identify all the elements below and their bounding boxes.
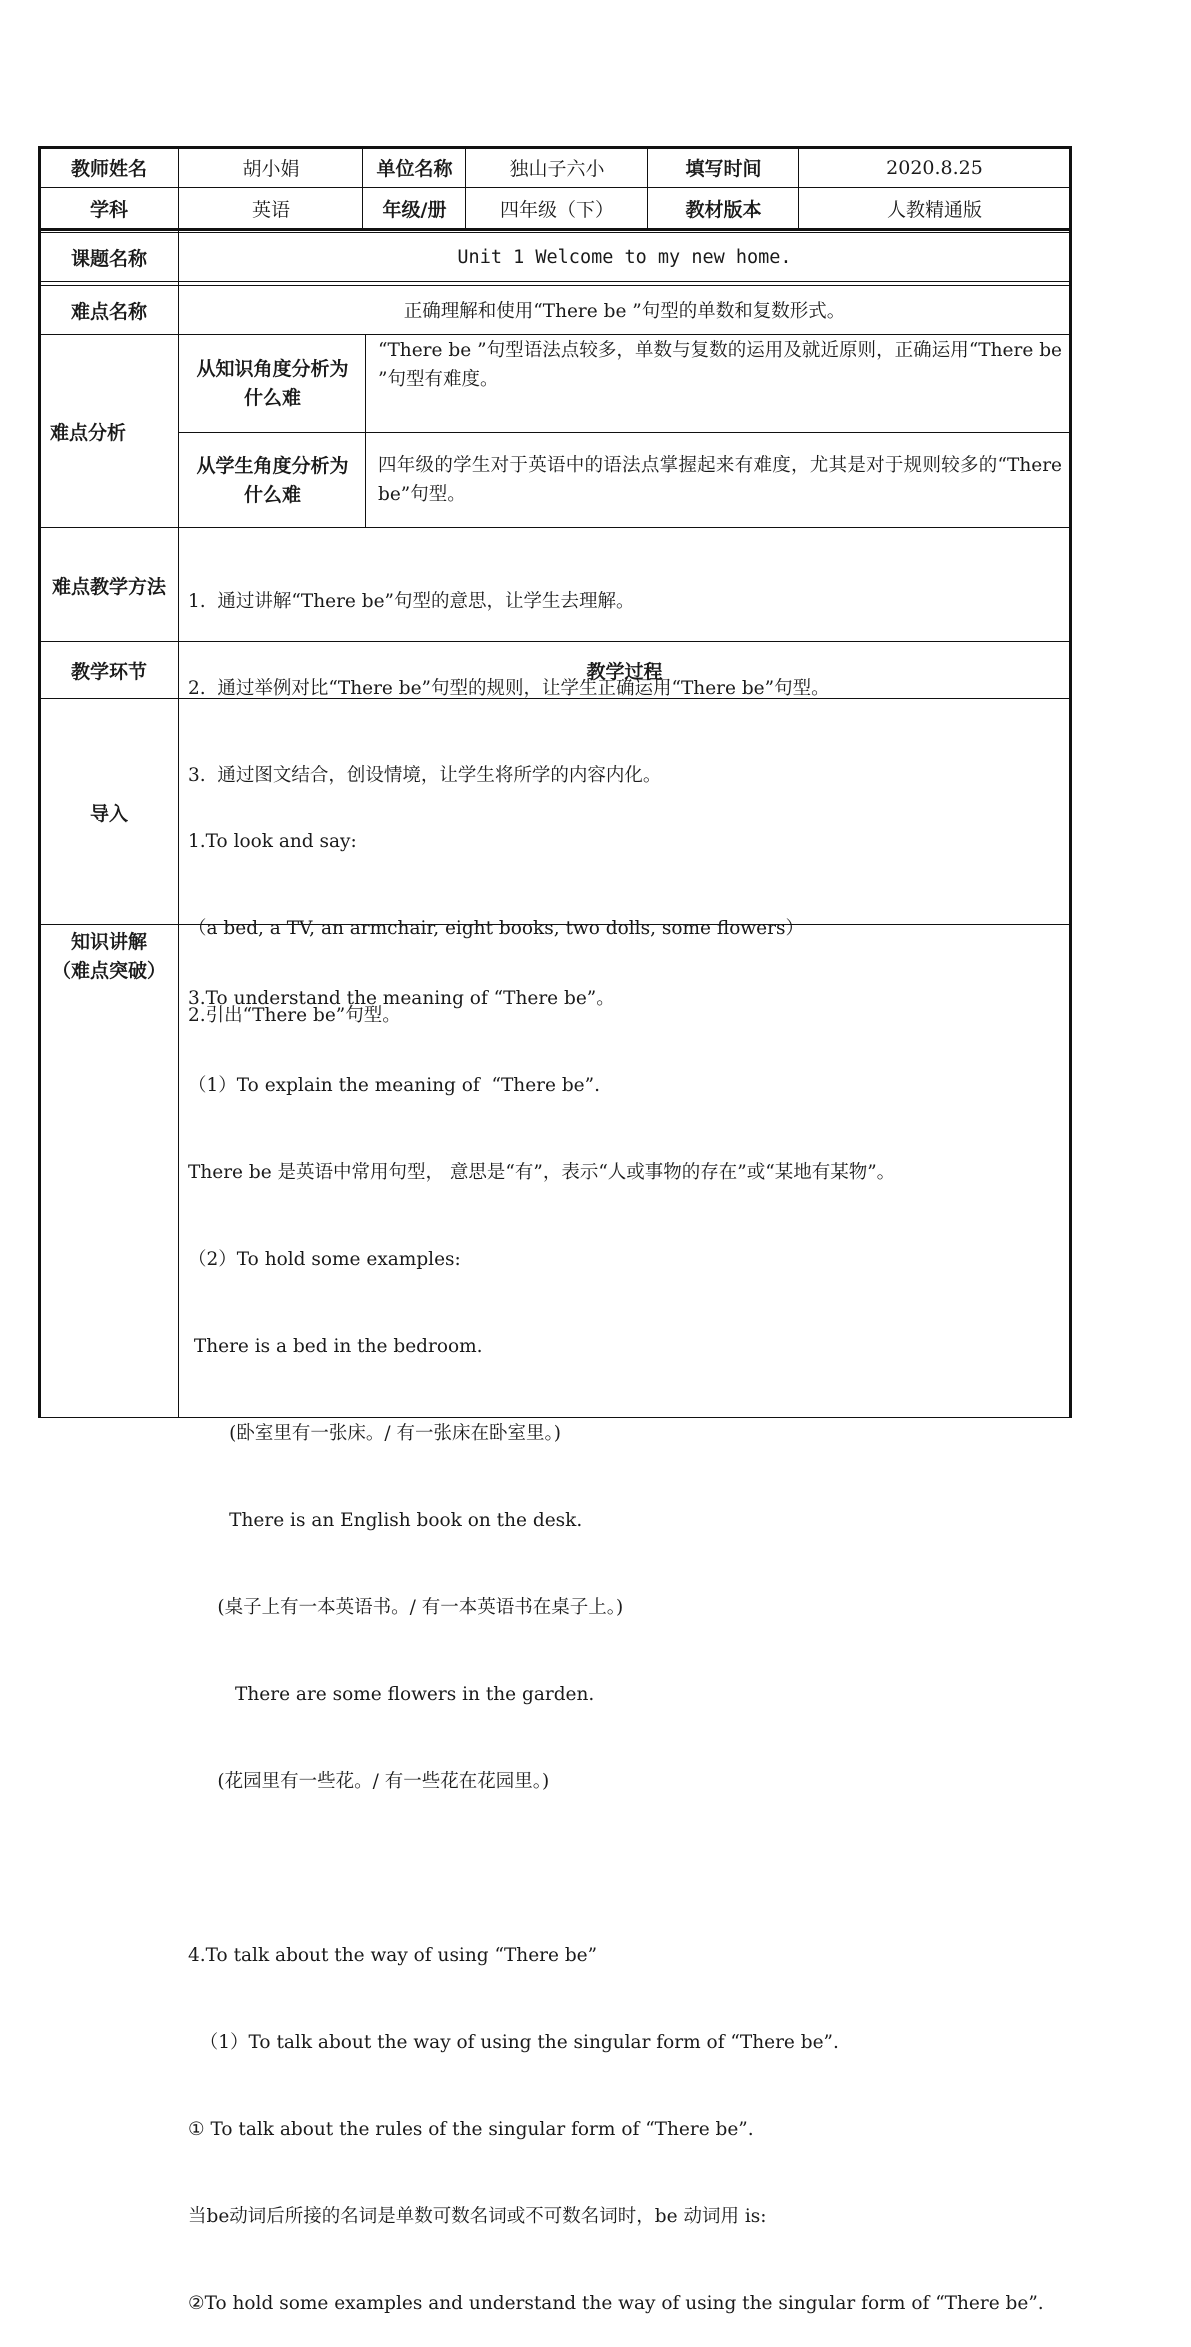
- label-column-divider: [178, 146, 179, 1418]
- topic-label: 课题名称: [70, 247, 147, 270]
- stage-header-label: 教学环节: [70, 661, 147, 683]
- knowledge-line: There be 是英语中常用句型， 意思是“有”，表示“人或事物的存在”或“某地有某物”。: [188, 1162, 896, 1183]
- edition-label: 教材版本: [685, 199, 762, 221]
- row-divider: [40, 527, 1071, 528]
- knowledge-line: (桌子上有一本英语书。/ 有一本英语书在桌子上。): [188, 1597, 624, 1618]
- header-col-divider: [798, 146, 799, 229]
- knowledge-label: [40, 928, 178, 986]
- grade-value: 四年级（下）: [499, 199, 614, 221]
- row-divider: [40, 187, 1071, 188]
- knowledge-content: [188, 926, 1066, 2347]
- difficulty-label: 难点名称: [70, 300, 147, 323]
- teacher-name-value: 胡小娟: [242, 158, 300, 180]
- teacher-name-label: 教师姓名: [70, 158, 147, 180]
- methods-item: 1. 通过讲解“There be”句型的意思，让学生去理解。: [188, 591, 635, 612]
- intro-line: 1.To look and say:: [188, 831, 357, 852]
- analysis-col-divider: [365, 334, 366, 528]
- knowledge-line: ① To talk about the rules of the singular form of “There be”.: [188, 2119, 754, 2140]
- knowledge-line: （1）To talk about the way of using the singular form of “There be”.: [188, 2032, 839, 2053]
- header-col-divider: [362, 146, 363, 229]
- topic-value: Unit 1 Welcome to my new home.: [457, 246, 792, 268]
- fill-date-value: 2020.8.25: [886, 156, 983, 179]
- subject-label: 学科: [89, 199, 128, 221]
- knowledge-line: （2）To hold some examples:: [188, 1249, 461, 1270]
- unit-name-value: 独山子六小: [509, 158, 605, 180]
- knowledge-line: 4.To talk about the way of using “There be”: [188, 1945, 598, 1966]
- row-divider: [40, 334, 1071, 335]
- analysis-inner-divider: [179, 432, 1071, 433]
- student-angle-label: 从学生角度分析为什么难: [196, 454, 349, 506]
- intro-label: 导入: [89, 802, 128, 825]
- knowledge-line: 当be动词后所接的名词是单数可数名词或不可数名词时，be 动词用 is:: [188, 2206, 767, 2227]
- knowledge-line: There are some flowers in the garden.: [188, 1684, 595, 1705]
- knowledge-angle-text: “There be ”句型语法点较多，单数与复数的运用及就近原则，正确运用“There be ”句型有难度。: [378, 340, 1062, 390]
- header-col-divider: [465, 146, 466, 229]
- student-angle-text: 四年级的学生对于英语中的语法点掌握起来有难度，尤其是对于规则较多的“There be”句型。: [378, 455, 1062, 505]
- fill-date-label: 填写时间: [685, 158, 762, 180]
- row-divider: [40, 281, 1071, 282]
- edition-value: 人教精通版: [886, 199, 982, 221]
- knowledge-last-paragraph: ②To hold some examples and understand the way of using the singular form of “There be”.: [188, 2293, 1044, 2314]
- intro-line: 2.引出“There be”句型。: [188, 1005, 401, 1026]
- process-header-label: 教学过程: [586, 661, 663, 683]
- knowledge-line: (卧室里有一张床。/ 有一张床在卧室里。): [188, 1423, 561, 1444]
- analysis-label: 难点分析: [50, 422, 127, 444]
- methods-item: 3. 通过图文结合，创设情境，让学生将所学的内容内化。: [188, 765, 662, 786]
- unit-name-label: 单位名称: [376, 158, 453, 180]
- knowledge-line: (花园里有一些花。/ 有一些花在花园里。): [188, 1771, 550, 1792]
- knowledge-line: There is an English book on the desk.: [188, 1510, 583, 1531]
- knowledge-line: [188, 1854, 1066, 1883]
- methods-label: 难点教学方法: [51, 575, 166, 598]
- header-col-divider: [647, 146, 648, 229]
- knowledge-label-line: 知识讲解: [70, 931, 147, 953]
- grade-label: 年级/册: [382, 199, 447, 221]
- row-divider: [40, 228, 1071, 231]
- knowledge-line: （1）To explain the meaning of “There be”.: [188, 1075, 600, 1096]
- difficulty-value: 正确理解和使用“There be ”句型的单数和复数形式。: [403, 301, 846, 322]
- knowledge-line: There is a bed in the bedroom.: [188, 1336, 483, 1357]
- methods-item: 2. 通过举例对比“There be”句型的规则，让学生正确运用“There be”句型。: [188, 678, 830, 699]
- subject-value: 英语: [251, 199, 290, 221]
- table-right-border: [1069, 146, 1072, 1418]
- knowledge-angle-label: 从知识角度分析为什么难: [196, 358, 349, 409]
- knowledge-label-line: （难点突破）: [51, 960, 166, 982]
- knowledge-line: 3.To understand the meaning of “There be”。: [188, 988, 615, 1009]
- intro-line: （a bed, a TV, an armchair, eight books, two dolls, some flowers）: [188, 918, 804, 939]
